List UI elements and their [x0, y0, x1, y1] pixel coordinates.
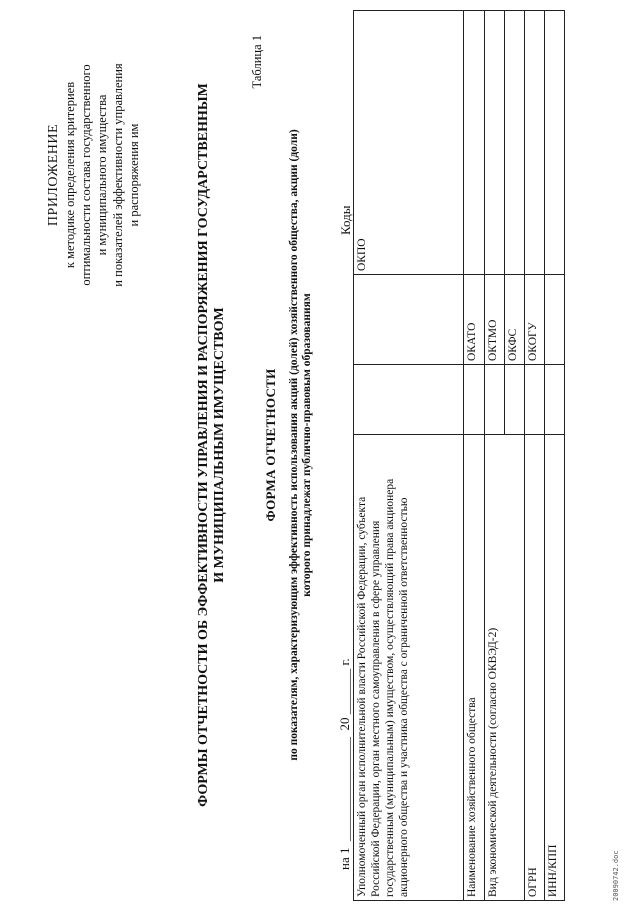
okogu-code-label: ОКОГУ [527, 322, 539, 361]
file-watermark: 20090742.doc [612, 850, 620, 901]
codes-label: Коды [338, 205, 353, 235]
table-number: Таблица 1 [250, 35, 264, 89]
appendix-line: и показателей эффективности управления [111, 63, 125, 287]
okpo-code-label: ОКПО [356, 238, 368, 271]
appendix-block [46, 15, 142, 335]
company-name-label: Наименование хозяйственного общества [466, 697, 478, 897]
form-table [353, 10, 565, 901]
inn-kpp-label: ИНН/КПП [547, 844, 559, 897]
authority-label: Уполномоченный орган исполнительной власти Российской Федерации, субъекта Российской Федерации, орган местного самоуправления в сфере управления государственным (муниципальным) имуществом, осуществляющий права акционера акционерного общества и участника общества с ограниченной ответственностью [356, 478, 410, 897]
code-column-divider [354, 364, 564, 365]
appendix-heading: ПРИЛОЖЕНИЕ [46, 123, 61, 227]
okato-code-label: ОКАТО [466, 322, 478, 361]
report-date-line: на 1 ________________ 20 _______ г. [337, 658, 352, 870]
subtitle-line: которого принадлежат публично-правовым образованиям [301, 293, 313, 597]
okfs-code-label: ОКФС [507, 328, 519, 361]
subtitle-line: по показателям, характеризующим эффективность использования акций (долей) хозяйственного общества, акции (доли) [288, 129, 300, 761]
appendix-line: оптимальности состава государственного [79, 64, 93, 286]
main-title [196, 5, 228, 885]
main-title-line: И МУНИЦИПАЛЬНЫМ ИМУЩЕСТВОМ [212, 307, 227, 583]
ogrn-label: ОГРН [527, 867, 539, 897]
form-title: ФОРМА ОТЧЕТНОСТИ [263, 368, 278, 522]
activity-label: Вид экономической деятельности (согласно ОКВЭД-2) [487, 627, 499, 897]
form-subtitle [288, 5, 314, 885]
appendix-line: к методике определения критериев [63, 81, 77, 269]
appendix-line: и муниципального имущества [95, 94, 109, 256]
oktmo-code-label: ОКТМО [487, 319, 499, 361]
row-divider [504, 11, 505, 435]
main-title-line: ФОРМЫ ОТЧЕТНОСТИ ОБ ЭФФЕКТИВНОСТИ УПРАВЛЕНИЯ И РАСПОРЯЖЕНИЯ ГОСУДАРСТВЕННЫМ [196, 83, 211, 807]
appendix-line: и распоряжения им [127, 123, 141, 227]
